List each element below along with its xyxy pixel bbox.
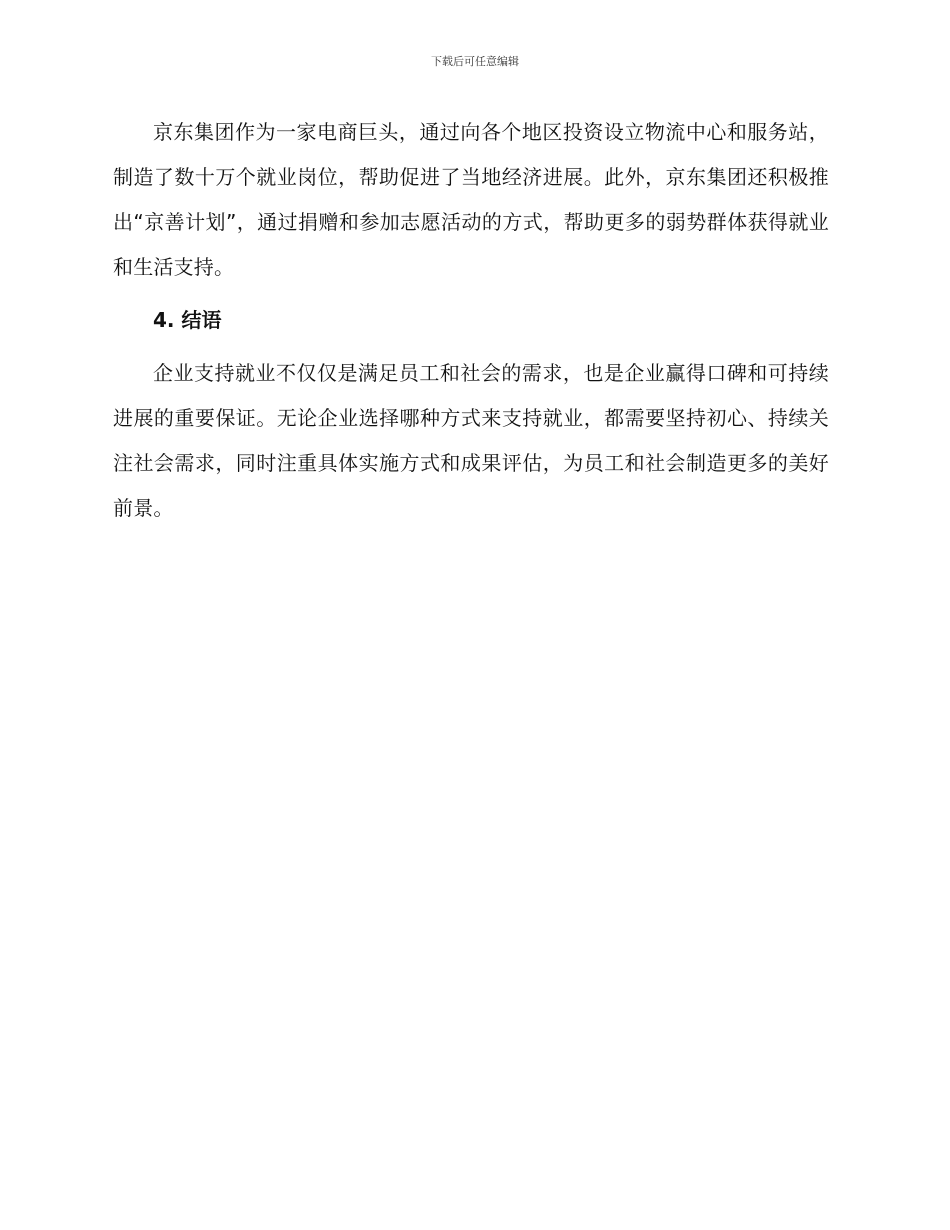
document-body	[113, 110, 829, 531]
paragraph-conclusion: 企业支持就业不仅仅是满足员工和社会的需求，也是企业赢得口碑和可持续进展的重要保证。无论企业选择哪种方式来支持就业，都需要坚持初心、持续关注社会需求，同时注重具体实施方式和成果评估，为员工和社会制造更多的美好前景。	[113, 361, 829, 520]
header-note: 下载后可任意编辑	[431, 55, 519, 68]
paragraph-jd-group: 京东集团作为一家电商巨头，通过向各个地区投资设立物流中心和服务站，制造了数十万个就业岗位，帮助促进了当地经济进展。此外，京东集团还积极推出“京善计划”，通过捐赠和参加志愿活动的方式，帮助更多的弱势群体获得就业和生活支持。	[113, 120, 829, 279]
section-heading-conclusion: 4. 结语	[153, 308, 222, 332]
